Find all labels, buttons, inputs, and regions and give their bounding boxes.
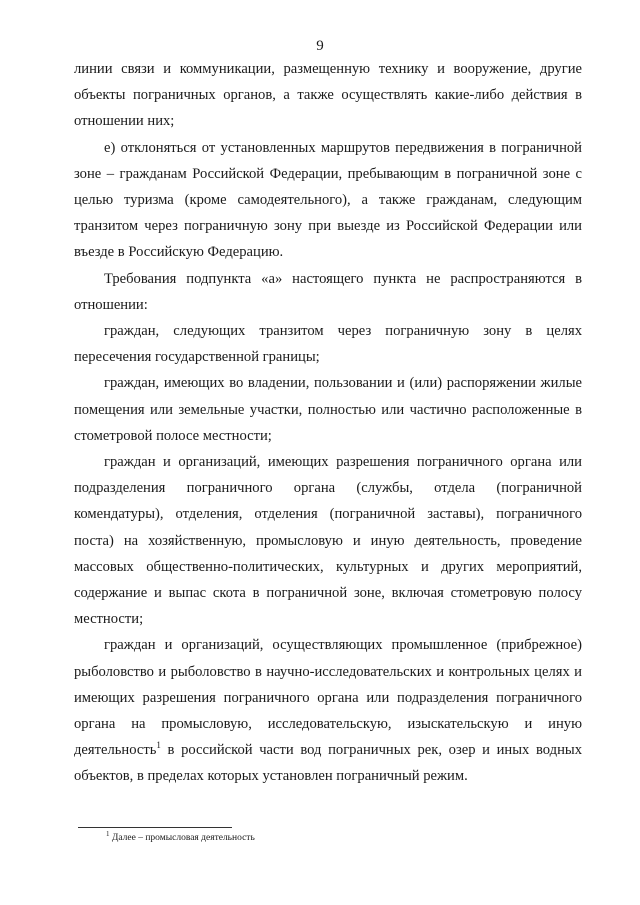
footnote <box>106 829 255 844</box>
paragraph-fishing-text-end: в российской части вод пограничных рек, озер и иных водных объектов, в пределах которых установлен пограничный режим. <box>74 742 582 785</box>
paragraph-permit-holders: граждан и организаций, имеющих разрешения пограничного органа или подразделения пограничного органа (службы, отдела (пограничной комендатуры), отделения, отделения (пограничной заставы), пограничного поста) на хозяйственную, промысловую и иную деятельность, проведение массовых общественно-политических, культурных и других мероприятий, содержание и выпас скота в пограничной зоне, включая стометровую полосу местности; <box>74 454 582 628</box>
paragraph-property-owners: граждан, имеющих во владении, пользовании и (или) распоряжении жилые помещения или земельные участки, полностью или частично расположенные в стометровой полосе местности; <box>74 375 582 444</box>
paragraph-requirements: Требования подпункта «а» настоящего пункта не распространяются в отношении: <box>74 270 582 313</box>
paragraph-item-e: е) отклоняться от установленных маршрутов передвижения в пограничной зоне – гражданам Российской Федерации, пребывающим в пограничной зоне с целью туризма (кроме самодеятельного), а также гражданам, следующим транзитом через пограничную зону при выезде из Российской Федерации или въезде в Российскую Федерацию. <box>74 139 582 261</box>
page-number: 9 <box>316 38 324 54</box>
footnote-reference: 1 <box>156 740 161 751</box>
paragraph-continuation: линии связи и коммуникации, размещенную технику и вооружение, другие объекты пограничных органов, а также осуществлять какие-либо действия в отношении них; <box>74 61 582 130</box>
footnote-marker: 1 <box>106 829 110 838</box>
paragraph-fishing-text-start: граждан и организаций, осуществляющих промышленное (прибрежное) рыболовство и рыболовство в научно-исследовательских и контрольных целях и имеющих разрешения пограничного органа или подразделения пограничного органа на промысловую, исследовательскую, изыскательскую и иную деятельность <box>74 637 582 759</box>
paragraph-fishing-organizations <box>74 632 582 789</box>
document-body <box>74 56 582 790</box>
footnote-separator <box>78 827 232 828</box>
paragraph-transit-citizens: граждан, следующих транзитом через пограничную зону в целях пересечения государственной границы; <box>74 323 582 366</box>
footnote-text: Далее – промысловая деятельность <box>109 833 255 843</box>
